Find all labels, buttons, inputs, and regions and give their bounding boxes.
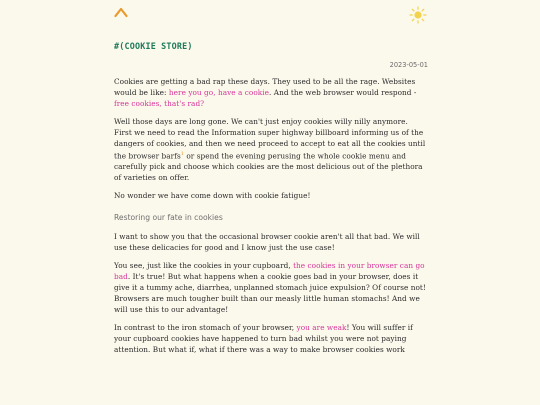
paragraph-conclusion: No wonder we have come down with cookie fatigue! bbox=[114, 191, 311, 201]
paragraph-fatigue bbox=[114, 116, 428, 183]
paragraph-text: or spend the evening perusing the whole cookie menu and carefully pick and choose which cookies are the most delicious out of the plethora of varieties on offer. bbox=[114, 151, 423, 183]
post-date: 2023-05-01 bbox=[389, 61, 428, 69]
chevron-up-icon[interactable] bbox=[114, 6, 128, 18]
section-heading: Restoring our fate in cookies bbox=[114, 213, 223, 223]
paragraph-text: In contrast to the iron stomach of your browser, bbox=[114, 323, 297, 333]
highlight-text: free cookies, that's rad? bbox=[114, 99, 205, 108]
paragraph-cupboard bbox=[114, 260, 428, 315]
paragraph-text: Cookies are getting a bad rap these days. They used to be all the rage. Websites would be like: bbox=[114, 77, 416, 97]
post-title: #(COOKIE STORE) bbox=[114, 41, 193, 51]
paragraph-show: I want to show you that the occasional browser cookie aren't all that bad. We will use these delicacies for good and I know just the use case! bbox=[114, 232, 420, 253]
paragraph-intro bbox=[114, 76, 428, 109]
paragraph-text: You see, just like the cookies in your cupboard, bbox=[114, 261, 294, 271]
cookie-link[interactable]: here you go, have a cookie bbox=[168, 88, 270, 97]
article bbox=[114, 40, 428, 362]
paragraph-contrast bbox=[114, 322, 428, 355]
paragraph-text: ! You will suffer if your cupboard cookies have happened to turn bad whilst you were not paying attention. But what if, what if there was a way to make browser cookies work bbox=[114, 323, 413, 355]
paragraph-text: . It's true! But what happens when a cookie goes bad in your browser, does it give it a tummy ache, diarrhea, unplanned stomach juice expulsion? Of course not! Browsers are much tougher built than our measly little human stomachs! And we will use this to our advantage! bbox=[114, 272, 426, 315]
highlight-text: you are weak bbox=[296, 323, 347, 333]
sun-icon[interactable] bbox=[409, 6, 427, 24]
footnote-link[interactable]: 1 bbox=[180, 151, 184, 157]
highlight-text: the cookies in your browser can go bad bbox=[114, 261, 425, 282]
paragraph-text: . And the web browser would respond - bbox=[269, 88, 417, 97]
paragraph-text: Well those days are long gone. We can't just enjoy cookies willy nilly anymore. First we need to read the Information super highway billboard informing us of the dangers of cookies, and then we need proceed to accept to eat all the cookies until the browser barfs bbox=[114, 117, 426, 161]
top-bar bbox=[0, 0, 540, 34]
